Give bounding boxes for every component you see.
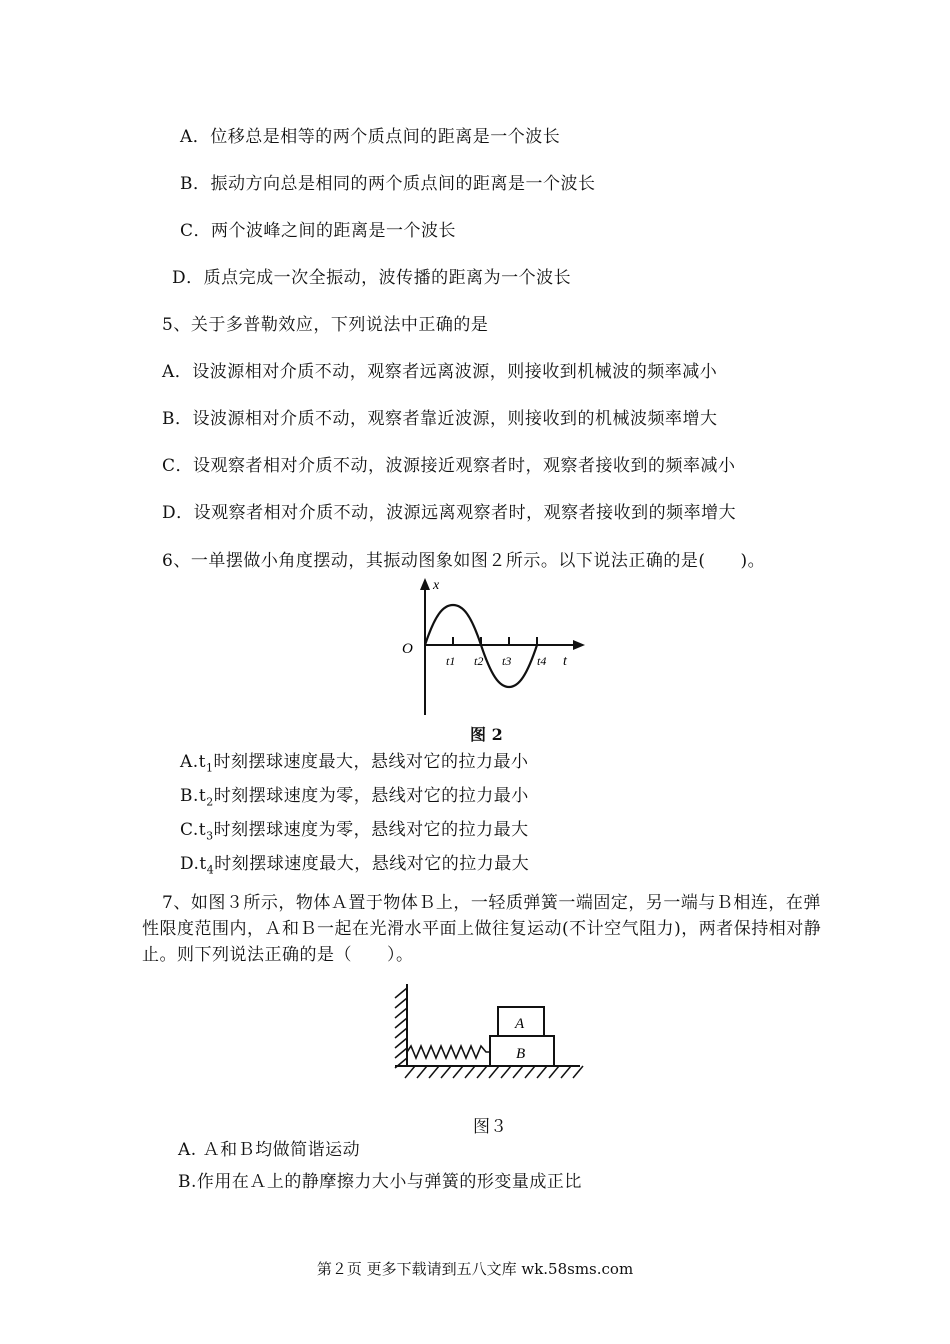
q5-option-b: B．设波源相对介质不动，观察者靠近波源，则接收到的机械波频率增大 xyxy=(162,409,718,429)
q5-option-d: D．设观察者相对介质不动，波源远离观察者时，观察者接收到的频率增大 xyxy=(162,503,737,523)
block-a-label: A xyxy=(515,1016,525,1032)
q6-option-c: $C.t_3$时刻摆球速度为零，悬线对它的拉力最大 xyxy=(180,820,529,843)
figure-3-caption: 图３ xyxy=(473,1117,507,1137)
axis-t-label: t xyxy=(563,654,567,669)
q4-option-c: C．两个波峰之间的距离是一个波长 xyxy=(180,221,457,241)
q4-option-a: A．位移总是相等的两个质点间的距离是一个波长 xyxy=(180,127,561,147)
q6-stem: 6、一单摆做小角度摆动，其振动图象如图２所示。以下说法正确的是( )。 xyxy=(162,551,766,571)
page-footer: 第２页 更多下载请到五八文库 wk.58sms.com xyxy=(316,1260,634,1278)
oscillation-graph xyxy=(395,575,590,720)
tick-label-t4: t4 xyxy=(537,654,547,668)
q6-option-a: $A.t_1$时刻摆球速度最大，悬线对它的拉力最小 xyxy=(180,752,529,775)
q6-option-d: $D.t_4$时刻摆球速度最大，悬线对它的拉力最大 xyxy=(180,854,530,877)
spring-block-figure xyxy=(385,980,585,1092)
q7-option-b: B.作用在Ａ上的静摩擦力大小与弹簧的形变量成正比 xyxy=(178,1172,582,1192)
tick-label-t1: t1 xyxy=(446,654,456,668)
tick-label-t3: t3 xyxy=(502,654,512,668)
tick-label-t2: t2 xyxy=(474,654,484,668)
q4-option-d: D．质点完成一次全振动，波传播的距离为一个波长 xyxy=(172,268,572,288)
block-b-label: B xyxy=(516,1046,526,1062)
figure-2-caption: 图 2 xyxy=(470,725,503,744)
axis-x-label: x xyxy=(433,578,440,593)
q5-option-a: A．设波源相对介质不动，观察者远离波源，则接收到机械波的频率减小 xyxy=(162,362,718,382)
origin-label: O xyxy=(402,641,413,657)
q5-stem: 5、关于多普勒效应，下列说法中正确的是 xyxy=(162,315,489,335)
q5-option-c: C．设观察者相对介质不动，波源接近观察者时，观察者接收到的频率减小 xyxy=(162,456,736,476)
q6-option-b: $B.t_2$时刻摆球速度为零，悬线对它的拉力最小 xyxy=(180,786,529,809)
q7-option-a: A. Ａ和Ｂ均做简谐运动 xyxy=(178,1140,361,1160)
q7-stem: 7、如图３所示，物体Ａ置于物体Ｂ上，一轻质弹簧一端固定，另一端与Ｂ相连，在弹性限度范围内，Ａ和Ｂ一起在光滑水平面上做往复运动(不计空气阻力)，两者保持相对静止。则下列说法正确的是（ ）。 xyxy=(142,893,822,965)
q4-option-b: B．振动方向总是相同的两个质点间的距离是一个波长 xyxy=(180,174,596,194)
